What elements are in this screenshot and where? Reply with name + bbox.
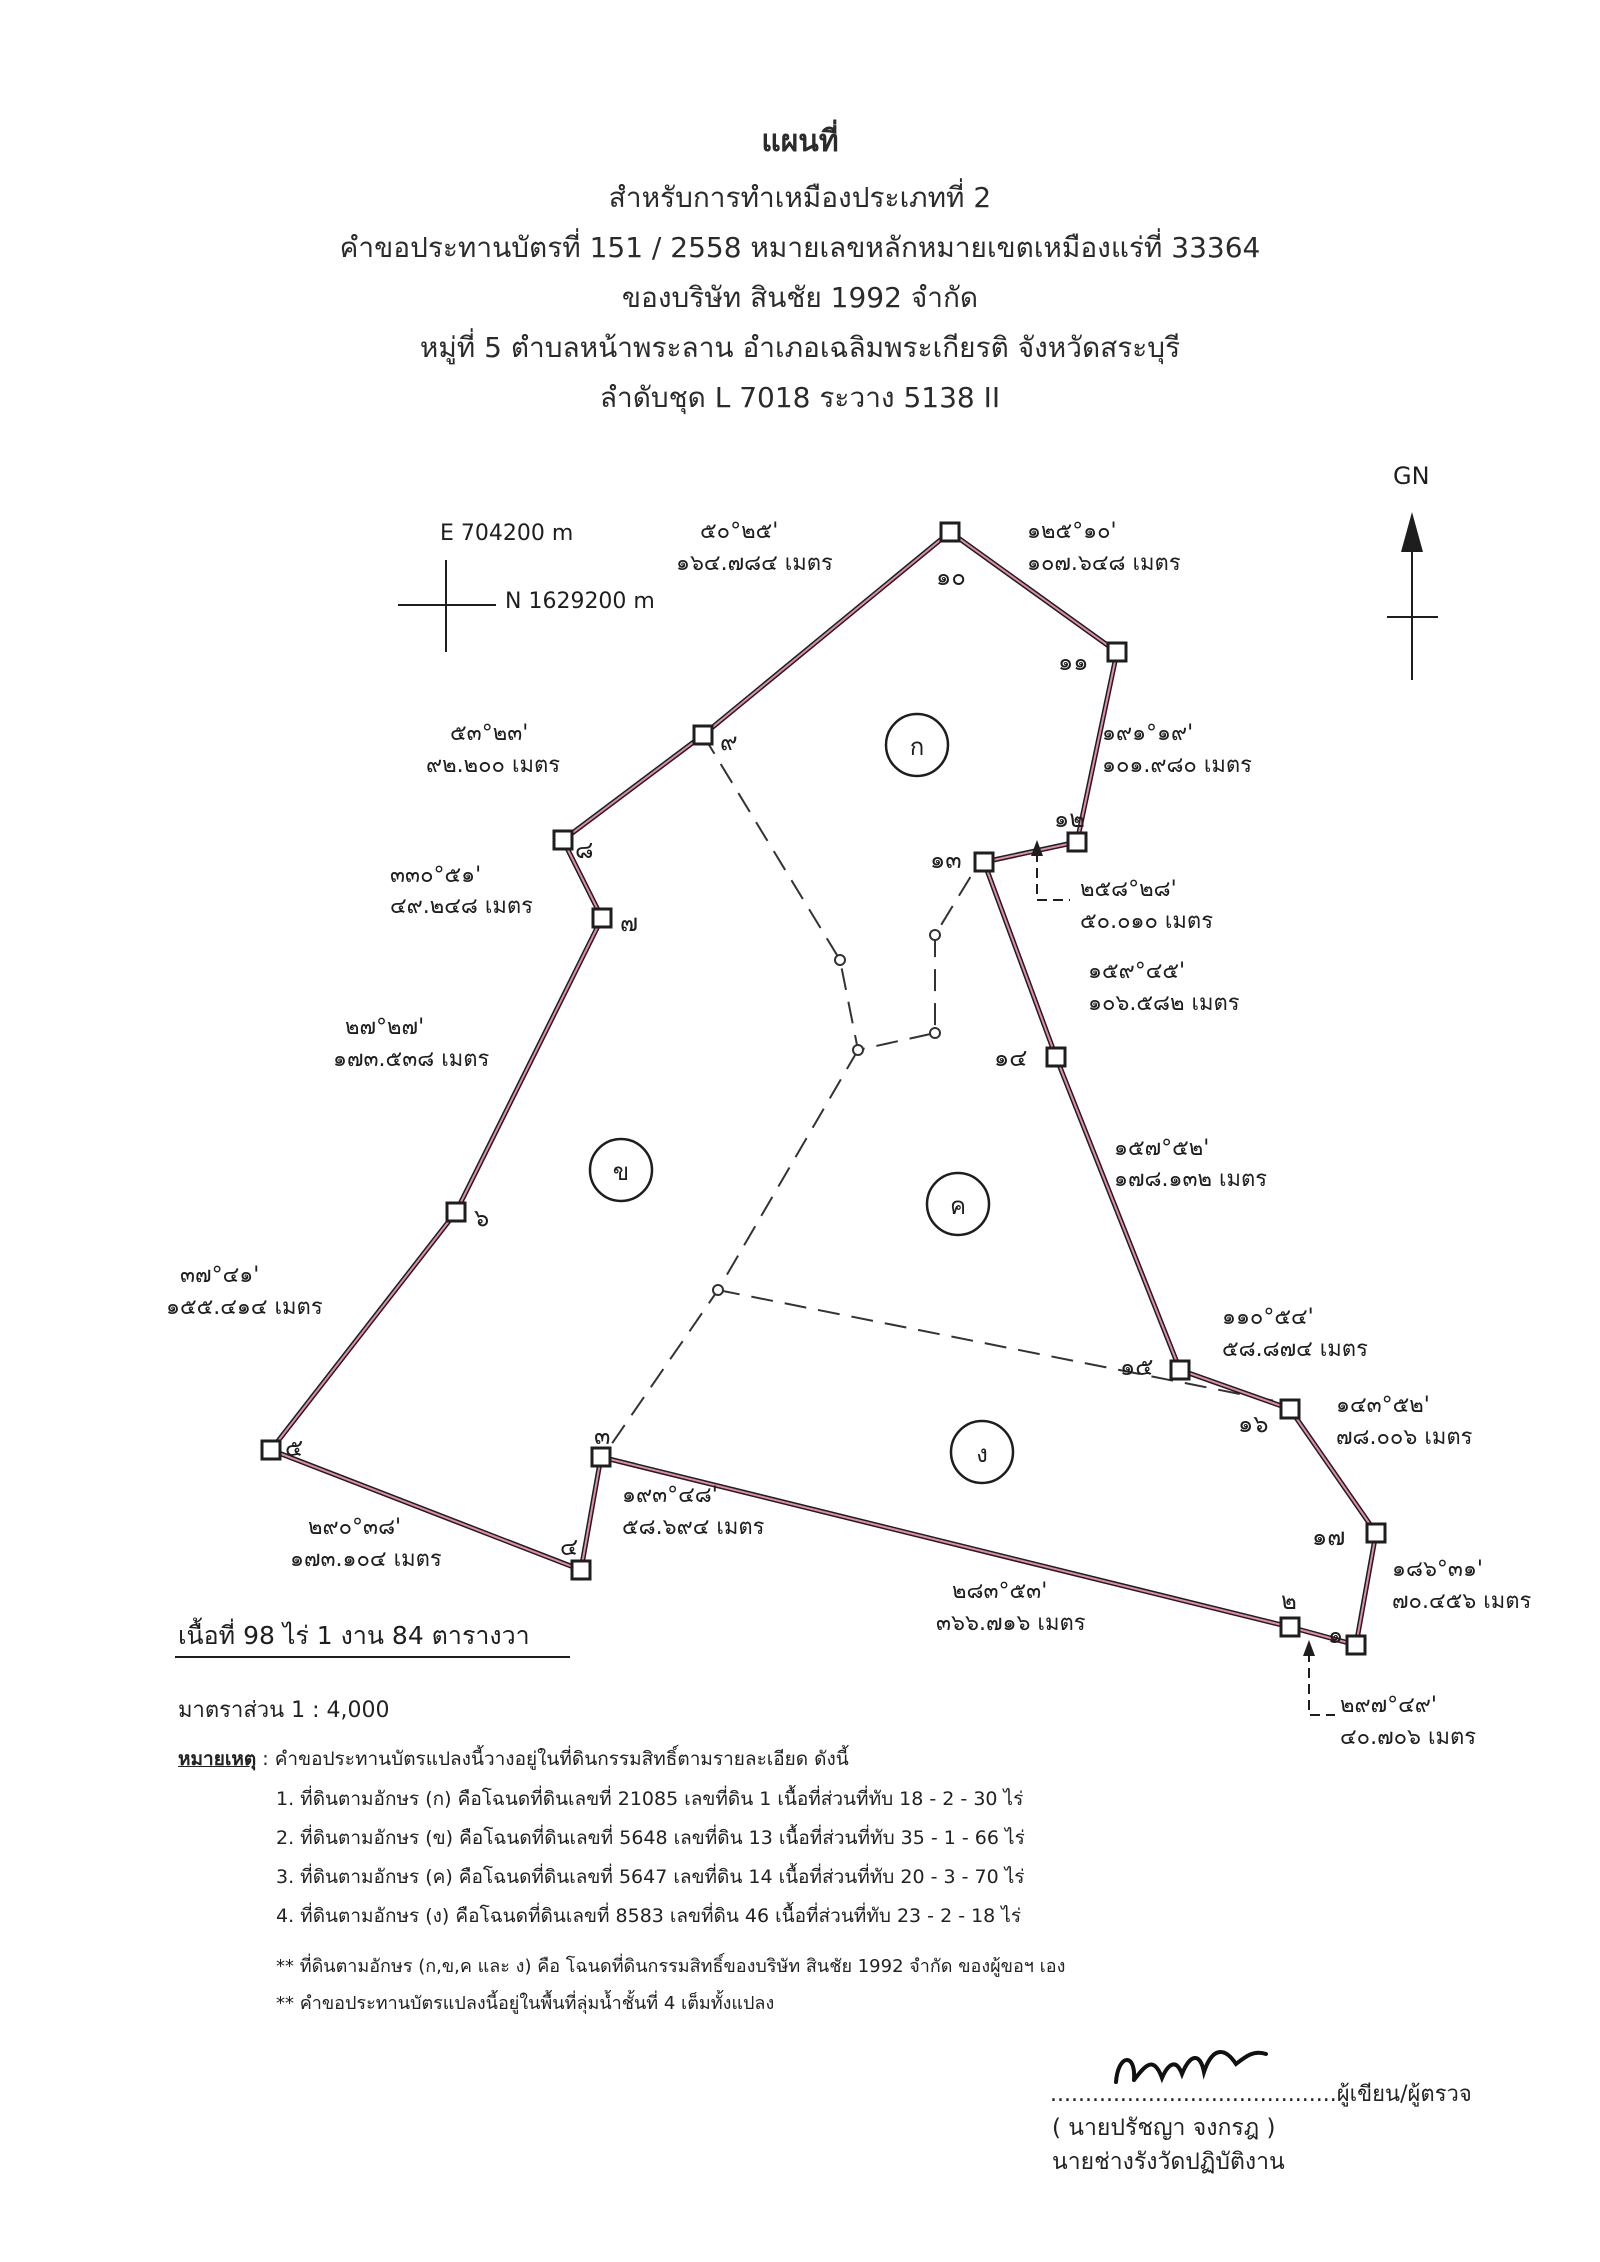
survey-marker-icon bbox=[572, 1561, 590, 1579]
corner-6: ๖ bbox=[474, 1204, 490, 1232]
zone-kho bbox=[590, 1139, 652, 1201]
svg-text:๗๘.๐๐๖ เมตร: ๗๘.๐๐๖ เมตร bbox=[1336, 1425, 1473, 1450]
svg-text:๑๗๘.๑๓๒ เมตร: ๑๗๘.๑๓๒ เมตร bbox=[1114, 1167, 1268, 1192]
survey-marker-icon bbox=[1367, 1524, 1385, 1542]
svg-text:ข: ข bbox=[612, 1158, 630, 1186]
svg-text:๑๕๙°๔๕': ๑๕๙°๔๕' bbox=[1088, 959, 1186, 984]
survey-marker-icon bbox=[262, 1441, 280, 1459]
segment-label bbox=[166, 1263, 323, 1320]
zone-kho-khwai bbox=[927, 1173, 989, 1235]
svg-text:๑๘๖°๓๑': ๑๘๖°๓๑' bbox=[1392, 1557, 1483, 1582]
svg-text:ค: ค bbox=[949, 1192, 967, 1220]
svg-text:๗๐.๔๕๖ เมตร: ๗๐.๔๕๖ เมตร bbox=[1392, 1589, 1532, 1614]
survey-marker-icon bbox=[593, 909, 611, 927]
svg-text:ก: ก bbox=[909, 733, 925, 761]
zone-ko bbox=[886, 714, 948, 776]
svg-text:๒๗°๒๗': ๒๗°๒๗' bbox=[345, 1015, 425, 1040]
svg-text:๒๘๓°๕๓': ๒๘๓°๕๓' bbox=[952, 1579, 1048, 1604]
zone-ngo bbox=[951, 1421, 1013, 1483]
watershed-note: ** คำขอประทานบัตรแปลงนี้อยู่ในพื้นที่ลุ่มน้ำชั้นที่ 4 เต็มทั้งแปลง bbox=[276, 1993, 775, 2014]
corner-14: ๑๔ bbox=[994, 1044, 1028, 1072]
segment-label bbox=[1102, 721, 1252, 778]
segment-label bbox=[333, 1015, 490, 1072]
remarks-heading: หมายเหตุ bbox=[178, 1748, 257, 1770]
survey-marker-icon bbox=[1347, 1636, 1365, 1654]
svg-text:๑๙๓°๔๘': ๑๙๓°๔๘' bbox=[622, 1483, 718, 1508]
svg-text:๔๐.๗๐๖ เมตร: ๔๐.๗๐๖ เมตร bbox=[1340, 1725, 1477, 1750]
segment-label bbox=[1088, 959, 1240, 1016]
land-title-item: 3. ที่ดินตามอักษร (ค) คือโฉนดที่ดินเลขที่ 5647 เลขที่ดิน 14 เนื้อที่ส่วนที่ทับ 20 - 3 - 70 ไร่ bbox=[276, 1866, 1025, 1888]
north-arrow-icon bbox=[1387, 512, 1438, 680]
easting-label: E 704200 m bbox=[440, 521, 574, 546]
division-lines bbox=[604, 735, 1280, 1455]
svg-text:๑๔๓°๕๒': ๑๔๓°๕๒' bbox=[1336, 1393, 1430, 1418]
svg-text:๕๐.๐๑๐ เมตร: ๕๐.๐๑๐ เมตร bbox=[1080, 909, 1214, 934]
mining-type: สำหรับการทำเหมืองประเภทที่ 2 bbox=[608, 181, 992, 214]
svg-text:๙๒.๒๐๐ เมตร: ๙๒.๒๐๐ เมตร bbox=[426, 753, 561, 778]
segment-label bbox=[390, 863, 533, 919]
corner-16: ๑๖ bbox=[1238, 1410, 1269, 1438]
segment-label bbox=[1340, 1693, 1476, 1750]
svg-text:๑๙๑°๑๙': ๑๙๑°๑๙' bbox=[1102, 721, 1194, 746]
svg-text:๑๗๓.๕๓๘ เมตร: ๑๗๓.๕๓๘ เมตร bbox=[333, 1047, 490, 1072]
svg-text:๑๗๓.๑๐๔ เมตร: ๑๗๓.๑๐๔ เมตร bbox=[290, 1547, 442, 1572]
corner-17: ๑๗ bbox=[1312, 1523, 1346, 1551]
svg-text:๑๑๐°๕๔': ๑๑๐°๕๔' bbox=[1222, 1305, 1314, 1330]
svg-text:๓๓๐°๕๑': ๓๓๐°๕๑' bbox=[390, 863, 482, 888]
survey-marker-icon bbox=[1068, 833, 1086, 851]
segment-label bbox=[1222, 1305, 1368, 1362]
survey-marker-icon bbox=[694, 726, 712, 744]
total-area: เนื้อที่ 98 ไร่ 1 งาน 84 ตารางวา bbox=[178, 1621, 530, 1650]
corner-5: ๕ bbox=[285, 1434, 304, 1462]
segment-label bbox=[676, 519, 833, 576]
corner-9: ๙ bbox=[720, 728, 738, 756]
corner-3: ๓ bbox=[594, 1422, 611, 1450]
svg-text:๑๒๕°๑๐': ๑๒๕°๑๐' bbox=[1027, 519, 1117, 544]
corner-1: ๑ bbox=[1328, 1621, 1344, 1649]
survey-marker-icon bbox=[554, 831, 572, 849]
area-underline bbox=[175, 1656, 570, 1658]
signature-line: .........................................ผู้เขียน/ผู้ตรวจ bbox=[1050, 2082, 1472, 2107]
concession-request: คำขอประทานบัตรที่ 151 / 2558 หมายเลขหลักหมายเขตเหมืองแร่ที่ 33364 bbox=[339, 231, 1261, 264]
survey-marker-icon bbox=[975, 853, 993, 871]
survey-marker-icon bbox=[592, 1448, 610, 1466]
segment-label bbox=[290, 1515, 442, 1572]
northing-label: N 1629200 m bbox=[505, 589, 655, 614]
svg-text:๕๐°๒๕': ๕๐°๒๕' bbox=[700, 519, 779, 544]
svg-text:๕๘.๖๙๔ เมตร: ๕๘.๖๙๔ เมตร bbox=[622, 1515, 765, 1540]
map-sheet: ลำดับชุด L 7018 ระวาง 5138 II bbox=[599, 381, 1001, 414]
corner-4: ๔ bbox=[560, 1533, 579, 1561]
north-label: GN bbox=[1393, 462, 1430, 490]
corner-10: ๑๐ bbox=[936, 563, 966, 591]
land-title-item: 2. ที่ดินตามอักษร (ข) คือโฉนดที่ดินเลขที่ 5648 เลขที่ดิน 13 เนื้อที่ส่วนที่ทับ 35 - 1 - 66 ไร่ bbox=[276, 1827, 1025, 1849]
svg-text:๕๓°๒๓': ๕๓°๒๓' bbox=[450, 721, 529, 746]
survey-marker-icon bbox=[1108, 643, 1126, 661]
svg-text:ง: ง bbox=[976, 1440, 988, 1468]
survey-marker-icon bbox=[1281, 1618, 1299, 1636]
svg-text:๑๕๗°๕๒': ๑๕๗°๕๒' bbox=[1114, 1136, 1210, 1161]
callout-arrow-icon bbox=[1309, 1652, 1335, 1715]
grid-cross-icon bbox=[398, 560, 496, 652]
land-title-item: 4. ที่ดินตามอักษร (ง) คือโฉนดที่ดินเลขที่ 8583 เลขที่ดิน 46 เนื้อที่ส่วนที่ทับ 23 - 2 - 18 ไร่ bbox=[276, 1905, 1022, 1927]
corner-7: ๗ bbox=[620, 909, 639, 937]
callout-arrow-icon bbox=[1037, 852, 1070, 900]
location: หมู่ที่ 5 ตำบลหน้าพระลาน อำเภอเฉลิมพระเกียรติ จังหวัดสระบุรี bbox=[419, 331, 1181, 364]
corner-11: ๑๑ bbox=[1058, 648, 1089, 676]
boundary-outline bbox=[271, 532, 1376, 1645]
corner-2: ๒ bbox=[1281, 1587, 1297, 1615]
segment-label bbox=[1027, 519, 1181, 576]
company-name: ของบริษัท สินชัย 1992 จำกัด bbox=[621, 281, 979, 314]
survey-marker-icon bbox=[1171, 1361, 1189, 1379]
survey-marker-icon bbox=[1281, 1400, 1299, 1418]
ownership-note: ** ที่ดินตามอักษร (ก,ข,ค และ ง) คือ โฉนดที่ดินกรรมสิทธิ์ของบริษัท สินชัย 1992 จำกัด ของผู้ขอฯ เอง bbox=[276, 1956, 1066, 1977]
boundary-red-line bbox=[271, 532, 1376, 1645]
map-scale: มาตราส่วน 1 : 4,000 bbox=[178, 1698, 390, 1723]
svg-text:๑๖๔.๗๘๔ เมตร: ๑๖๔.๗๘๔ เมตร bbox=[676, 551, 833, 576]
survey-markers bbox=[262, 523, 1385, 1654]
corner-13: ๑๓ bbox=[930, 846, 962, 874]
svg-text:๒๙๐°๓๘': ๒๙๐°๓๘' bbox=[308, 1515, 402, 1540]
segment-label bbox=[426, 721, 560, 778]
svg-text:๑๐๖.๕๘๒ เมตร: ๑๐๖.๕๘๒ เมตร bbox=[1088, 991, 1240, 1016]
map-title: แผนที่ bbox=[761, 124, 839, 159]
segment-label bbox=[1392, 1557, 1532, 1614]
land-title-item: 1. ที่ดินตามอักษร (ก) คือโฉนดที่ดินเลขที่ 21085 เลขที่ดิน 1 เนื้อที่ส่วนที่ทับ 18 - 2 - 30 ไร่ bbox=[276, 1788, 1024, 1810]
corner-8: ๘ bbox=[575, 836, 594, 864]
svg-text:๑๐๑.๙๘๐ เมตร: ๑๐๑.๙๘๐ เมตร bbox=[1102, 753, 1252, 778]
svg-text:๔๙.๒๔๘ เมตร: ๔๙.๒๔๘ เมตร bbox=[390, 894, 533, 919]
surveyor-position: นายช่างรังวัดปฏิบัติงาน bbox=[1052, 2149, 1285, 2175]
segment-label bbox=[1080, 877, 1213, 934]
callout-arrowhead-icon bbox=[1303, 1640, 1315, 1656]
svg-text:๒๙๗°๔๙': ๒๙๗°๔๙' bbox=[1340, 1693, 1437, 1718]
svg-text:๓๗°๔๑': ๓๗°๔๑' bbox=[180, 1263, 260, 1288]
segment-label bbox=[1336, 1393, 1473, 1450]
survey-marker-icon bbox=[941, 523, 959, 541]
survey-marker-icon bbox=[1047, 1048, 1065, 1066]
corner-12: ๑๒ bbox=[1054, 805, 1086, 833]
svg-text:๒๕๘°๒๘': ๒๕๘°๒๘' bbox=[1080, 877, 1177, 902]
svg-text:๓๖๖.๗๑๖ เมตร: ๓๖๖.๗๑๖ เมตร bbox=[936, 1611, 1086, 1636]
svg-text:๕๘.๘๗๔ เมตร: ๕๘.๘๗๔ เมตร bbox=[1222, 1337, 1368, 1362]
svg-text:๑๕๕.๔๑๔ เมตร: ๑๕๕.๔๑๔ เมตร bbox=[166, 1295, 323, 1320]
surveyor-name: ( นายปรัชญา จงกรฎ ) bbox=[1052, 2115, 1276, 2141]
survey-marker-icon bbox=[447, 1203, 465, 1221]
remarks-intro: : คำขอประทานบัตรแปลงนี้วางอยู่ในที่ดินกรรมสิทธิ์ตามรายละเอียด ดังนี้ bbox=[256, 1748, 849, 1770]
segment-label bbox=[936, 1579, 1086, 1636]
remarks bbox=[178, 1744, 849, 1774]
corner-15: ๑๕ bbox=[1120, 1353, 1154, 1381]
svg-text:๑๐๗.๖๔๘ เมตร: ๑๐๗.๖๔๘ เมตร bbox=[1027, 551, 1181, 576]
segment-label bbox=[1114, 1136, 1267, 1192]
